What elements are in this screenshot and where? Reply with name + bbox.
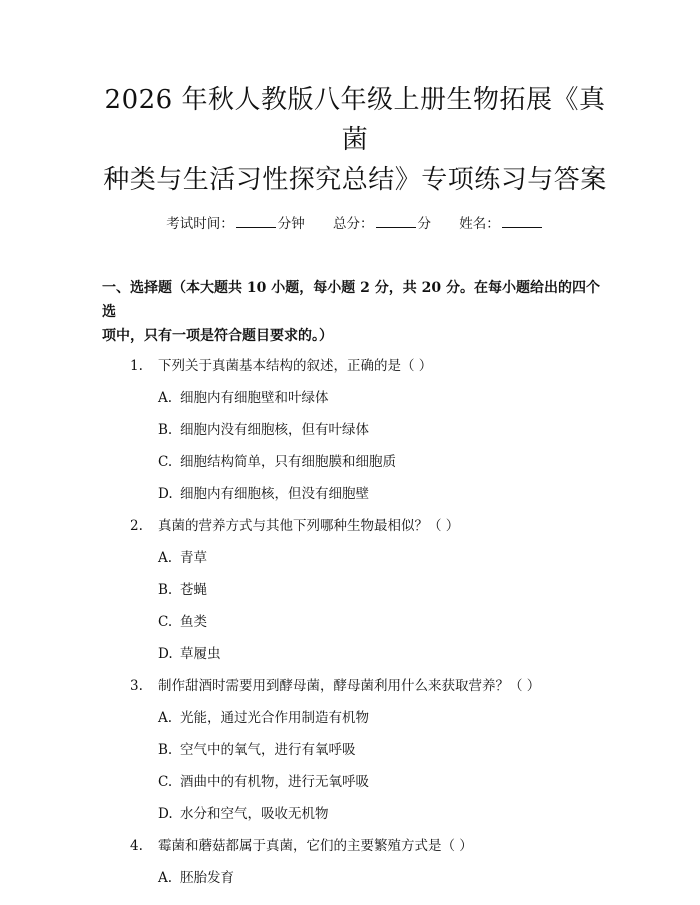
option-item [158, 740, 608, 760]
option-text: 水分和空气，吸收无机物 [180, 806, 329, 822]
option-letter: A. [158, 710, 173, 726]
section-heading [102, 276, 608, 348]
title-line-2: 种类与生活习性探究总结》专项练习与答案 [103, 165, 607, 195]
section-heading-line-1: 一、选择题（本大题共 10 小题，每小题 2 分，共 20 分。在每小题给出的四个选 [102, 280, 600, 320]
exam-info-row [102, 214, 608, 234]
question-text: 下列关于真菌基本结构的叙述，正确的是（ ） [158, 358, 433, 374]
option-list [102, 388, 608, 504]
student-name-field [459, 214, 544, 234]
option-letter: C. [158, 614, 173, 630]
option-letter: C. [158, 774, 173, 790]
option-item [158, 484, 608, 504]
option-text: 细胞内没有细胞核，但有叶绿体 [180, 422, 369, 438]
option-text: 苍蝇 [180, 582, 207, 598]
total-score-label: 总分： [333, 216, 374, 232]
option-text: 光能，通过光合作用制造有机物 [180, 710, 369, 726]
total-score-unit: 分 [417, 216, 431, 232]
option-item [158, 612, 608, 632]
option-item [158, 388, 608, 408]
question-text: 霉菌和蘑菇都属于真菌，它们的主要繁殖方式是（ ） [158, 838, 473, 854]
option-item [158, 644, 608, 664]
student-name-label: 姓名： [459, 216, 500, 232]
question-text: 制作甜酒时需要用到酵母菌，酵母菌利用什么来获取营养？（ ） [158, 678, 541, 694]
title-line-1: 2026 年秋人教版八年级上册生物拓展《真菌 [104, 85, 606, 155]
option-letter: B. [158, 582, 173, 598]
section-heading-line-2: 项中，只有一项是符合题目要求的。） [102, 328, 333, 344]
option-text: 细胞内有细胞壁和叶绿体 [180, 390, 329, 406]
option-text: 草履虫 [180, 646, 221, 662]
option-item [158, 868, 608, 888]
question-1 [102, 356, 608, 504]
question-number: 2. [130, 518, 143, 534]
option-item [158, 772, 608, 792]
option-letter: A. [158, 870, 173, 886]
option-item [158, 452, 608, 472]
option-letter: D. [158, 486, 173, 502]
option-letter: D. [158, 806, 173, 822]
option-letter: A. [158, 390, 173, 406]
exam-time-label: 考试时间： [166, 216, 234, 232]
option-letter: D. [158, 646, 173, 662]
option-list [102, 548, 608, 664]
exam-time-field [166, 214, 305, 234]
question-text: 真菌的营养方式与其他下列哪种生物最相似？（ ） [158, 518, 460, 534]
exam-time-unit: 分钟 [277, 216, 305, 232]
question-stem [102, 836, 608, 856]
option-list [102, 708, 608, 824]
question-number: 3. [130, 678, 143, 694]
total-score-field [333, 214, 431, 234]
option-item [158, 420, 608, 440]
question-stem [102, 516, 608, 536]
option-text: 胚胎发育 [180, 870, 234, 886]
question-stem [102, 676, 608, 696]
option-list [102, 868, 608, 888]
question-4 [102, 836, 608, 888]
option-item [158, 804, 608, 824]
option-text: 酒曲中的有机物，进行无氧呼吸 [180, 774, 369, 790]
option-item [158, 708, 608, 728]
option-letter: A. [158, 550, 173, 566]
option-text: 鱼类 [180, 614, 207, 630]
option-letter: B. [158, 742, 173, 758]
document-title [102, 0, 608, 200]
total-score-blank [376, 215, 416, 228]
student-name-blank [502, 215, 542, 228]
option-item [158, 580, 608, 600]
question-number: 4. [130, 838, 143, 854]
question-2 [102, 516, 608, 664]
option-item [158, 548, 608, 568]
option-letter: B. [158, 422, 173, 438]
question-number: 1. [130, 358, 143, 374]
exam-time-blank [236, 215, 276, 228]
option-letter: C. [158, 454, 173, 470]
question-list [102, 356, 608, 888]
question-stem [102, 356, 608, 376]
question-3 [102, 676, 608, 824]
option-text: 青草 [180, 550, 207, 566]
option-text: 空气中的氧气，进行有氧呼吸 [180, 742, 356, 758]
option-text: 细胞内有细胞核，但没有细胞壁 [180, 486, 369, 502]
option-text: 细胞结构简单，只有细胞膜和细胞质 [180, 454, 396, 470]
